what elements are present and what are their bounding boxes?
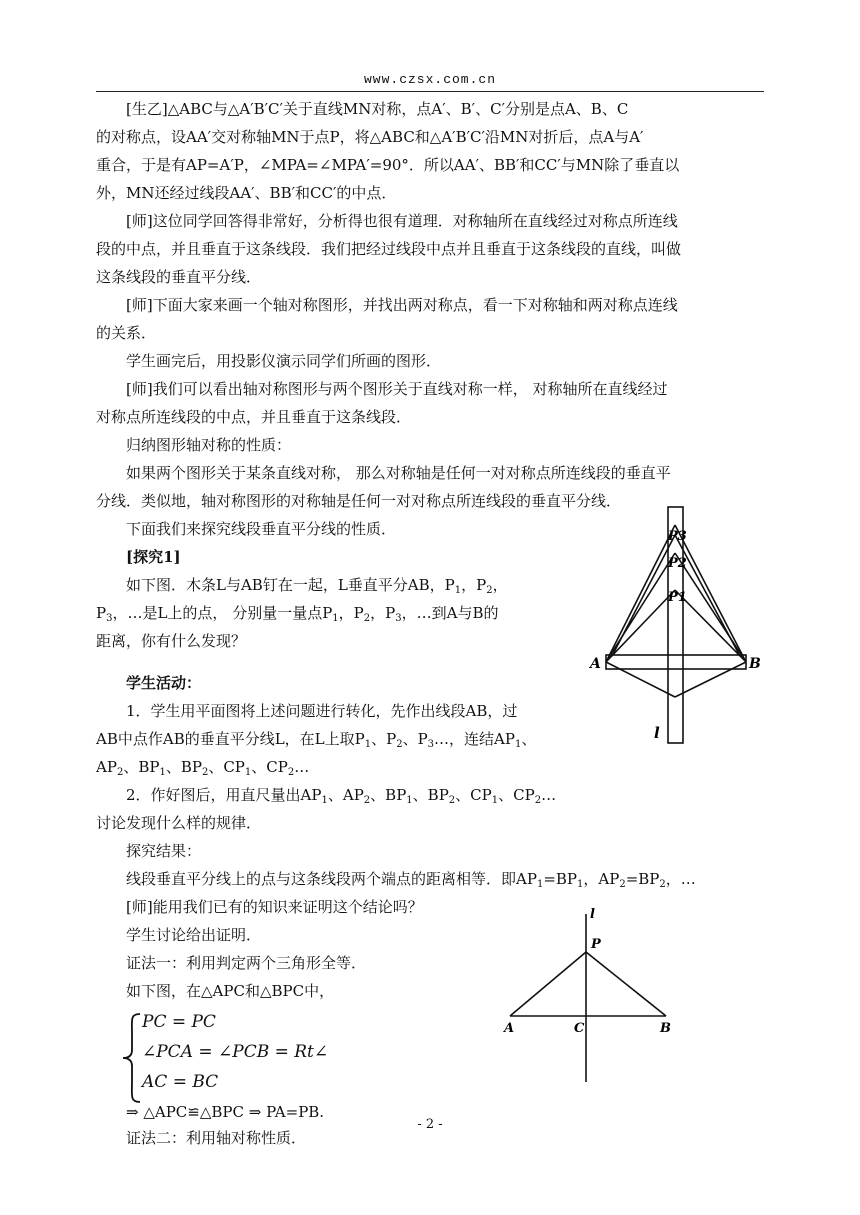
- text-line: [师]这位同学回答得非常好，分析得也很有道理．对称轴所在直线经过对称点所连线: [126, 212, 678, 230]
- text-line: $P_3$，…是L上的点， 分别量一量点$P_1$，$P_2$，$P_3$，…到A与B的: [96, 604, 499, 624]
- header-rule: [96, 91, 764, 92]
- equation-line: AC = BC: [142, 1072, 219, 1092]
- figure-label: P: [591, 937, 601, 952]
- text-line: 分线．类似地，轴对称图形的对称轴是任何一对对称点所连线段的垂直平分线．: [96, 492, 622, 510]
- perpendicular-bisector-figure: [588, 505, 778, 753]
- text-line: [生乙]△ABC与△A′B′C′关于直线MN对称，点A′、B′、C′分别是点A、B、C: [126, 100, 629, 118]
- triangle-figure: [498, 906, 698, 1086]
- text-line: 探究结果：: [126, 842, 202, 860]
- figure-label: l: [654, 724, 660, 742]
- text-line: [师]能用我们已有的知识来证明这个结论吗？: [126, 898, 423, 916]
- figure-label: A: [504, 1021, 515, 1036]
- text-line: $AP_2$、$BP_1$、$BP_2$、$CP_1$、$CP_2\dots$: [96, 758, 310, 778]
- text-line: 学生画完后，用投影仪演示同学们所画的图形．: [126, 352, 442, 370]
- figure-label: A: [590, 656, 601, 672]
- page-number: - 2 -: [417, 1117, 443, 1132]
- text-line: 重合，于是有AP=A′P，∠MPA=∠MPA′=90°．所以AA′、BB′和CC′与MN除了垂直以: [96, 156, 680, 174]
- figure-label: B: [749, 656, 761, 672]
- text-line: 证法二：利用轴对称性质．: [126, 1129, 307, 1147]
- text-line: 距离，你有什么发现？: [96, 632, 247, 650]
- text-line: 如下图，在△APC和△BPC中，: [126, 982, 335, 1000]
- text-line: 的对称点，设AA′交对称轴MN于点P，将△ABC和△A′B′C′沿MN对折后，点A与A′: [96, 128, 644, 146]
- text-line: 这条线段的垂直平分线．: [96, 268, 262, 286]
- text-line: 段的中点，并且垂直于这条线段．我们把经过线段中点并且垂直于这条线段的直线，叫做: [96, 240, 682, 258]
- text-line: 的关系．: [96, 324, 157, 342]
- figure-label: P3: [668, 529, 687, 544]
- text-line: 如下图．木条L与AB钉在一起，L垂直平分AB，$P_1$，$P_2$，: [126, 576, 508, 596]
- figure-label: l: [590, 907, 595, 922]
- text-line: 1．学生用平面图将上述问题进行转化，先作出线段AB，过: [126, 702, 518, 720]
- figure-label: P2: [668, 556, 687, 571]
- text-line: 证法一：利用判定两个三角形全等．: [126, 954, 367, 972]
- section-heading: [探究1]: [126, 548, 181, 566]
- text-line: [师]我们可以看出轴对称图形与两个图形关于直线对称一样， 对称轴所在直线经过: [126, 380, 668, 398]
- text-line: 讨论发现什么样的规律．: [96, 814, 262, 832]
- text-line: AB中点作AB的垂直平分线L，在L上取$P_1$、$P_2$、$P_3\dots$，连结$AP_1$、: [96, 730, 537, 750]
- text-line: 归纳图形轴对称的性质：: [126, 436, 292, 454]
- section-heading: 学生活动：: [126, 674, 202, 692]
- text-line: 对称点所连线段的中点，并且垂直于这条线段．: [96, 408, 412, 426]
- text-line: [师]下面大家来画一个轴对称图形，并找出两对称点，看一下对称轴和两对称点连线: [126, 296, 678, 314]
- equation-line: ∠PCA = ∠PCB = Rt∠: [142, 1042, 329, 1062]
- figure-label: B: [660, 1021, 671, 1036]
- text-line: ⇒ △APC≌△BPC ⇒ PA=PB.: [126, 1103, 325, 1121]
- text-line: 2．作好图后，用直尺量出$AP_1$、$AP_2$、$BP_1$、$BP_2$、$CP_1$、$CP_2\dots$: [126, 786, 557, 806]
- text-line: 外，MN还经过线段AA′、BB′和CC′的中点．: [96, 184, 397, 202]
- text-line: 学生讨论给出证明．: [126, 926, 262, 944]
- text-line: 线段垂直平分线上的点与这条线段两个端点的距离相等．即$AP_1=BP_1$，$AP_2=BP_2$，…: [126, 870, 696, 890]
- equation-line: PC = PC: [142, 1012, 216, 1032]
- figure-label: P1: [668, 590, 687, 605]
- text-line: 下面我们来探究线段垂直平分线的性质．: [126, 520, 397, 538]
- text-line: 如果两个图形关于某条直线对称， 那么对称轴是任何一对对称点所连线段的垂直平: [126, 464, 671, 482]
- figure-label: C: [574, 1021, 585, 1036]
- page-header: www.czsx.com.cn: [363, 72, 497, 87]
